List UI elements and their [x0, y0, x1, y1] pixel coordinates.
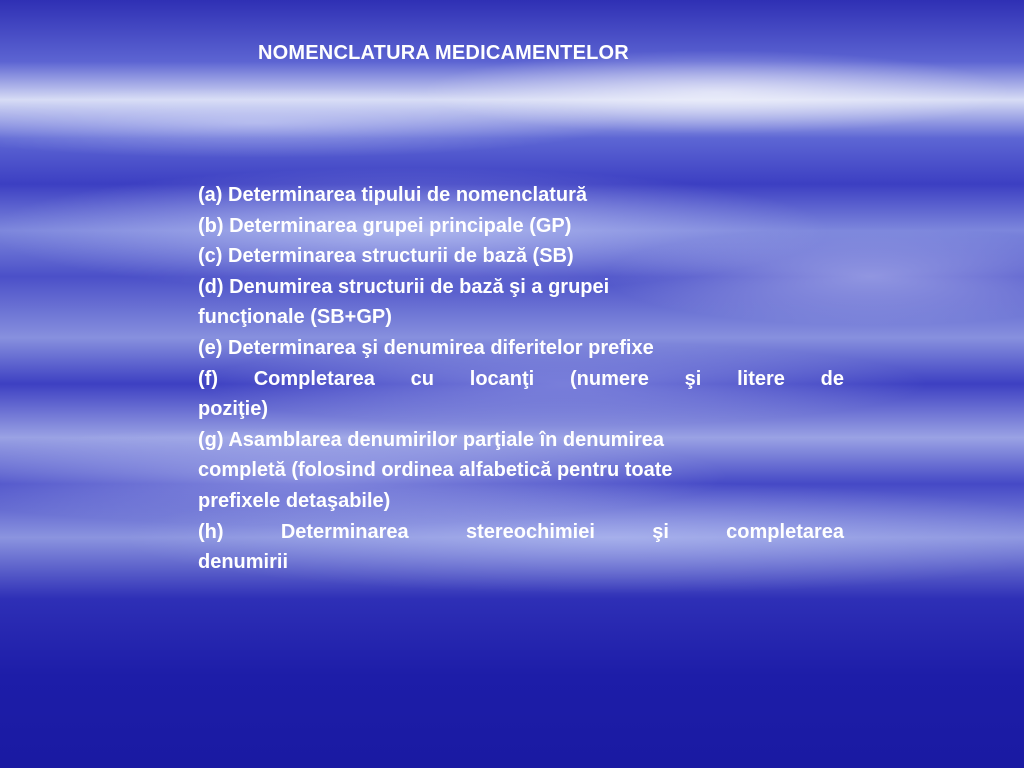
list-item-b: [198, 211, 844, 242]
list-item-line: (b) Determinarea grupei principale (GP): [198, 214, 572, 237]
list-item-line: (e) Determinarea şi denumirea diferitelor prefixe: [198, 336, 654, 359]
list-item-line: (g) Asamblarea denumirilor parţiale în denumirea: [198, 428, 665, 451]
list-item-line: completă (folosind ordinea alfabetică pentru toate: [198, 459, 673, 482]
list-item-line: (a) Determinarea tipului de nomenclatură: [198, 184, 587, 206]
list-item-e: [198, 333, 844, 364]
list-item-line: prefixele detaşabile): [198, 489, 391, 512]
slide-title: NOMENCLATURA MEDICAMENTELOR: [258, 42, 629, 64]
list-item-d: [198, 272, 844, 333]
list-item-line: (c) Determinarea structurii de bază (SB): [198, 245, 574, 268]
list-item-h: [198, 517, 844, 578]
list-item-line: (f) Completarea cu locanţi (numere şi litere de: [198, 367, 844, 390]
list-item-line: poziţie): [198, 398, 268, 421]
list-item-a: [198, 180, 844, 211]
list-item-line: denumirii: [198, 551, 289, 574]
list-item-line: (d) Denumirea structurii de bază şi a grupei: [198, 275, 610, 298]
list-item-c: [198, 241, 844, 272]
list-item-g: [198, 425, 844, 517]
steps-list: [198, 180, 844, 578]
list-item-f: [198, 364, 844, 425]
list-item-line: (h) Determinarea stereochimiei şi completarea: [198, 520, 844, 543]
list-item-line: funcţionale (SB+GP): [198, 306, 392, 329]
